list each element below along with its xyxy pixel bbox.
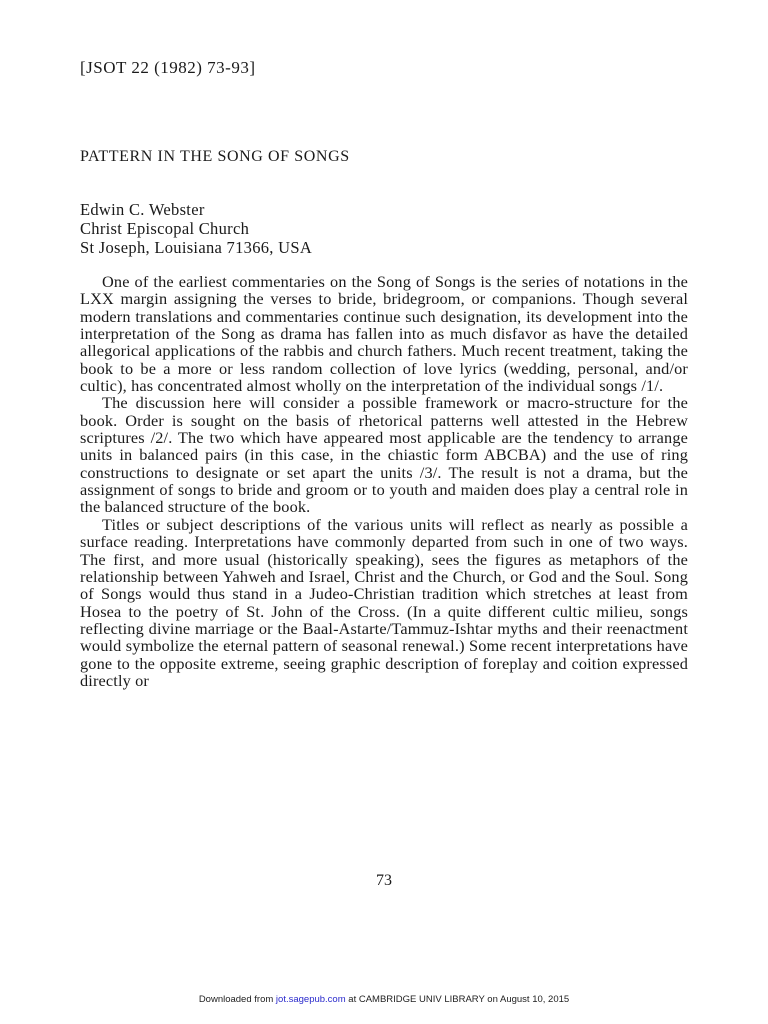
author-address: St Joseph, Louisiana 71366, USA [80, 238, 313, 257]
author-affiliation: Christ Episcopal Church [80, 219, 250, 238]
paragraph-2: The discussion here will consider a possible framework or macro-structure for the book. Order is sought on the basis of rhetorical patterns well attested in the Hebrew scriptures /2/. The two which have appeared most applicable are the tendency to arrange units in balanced pairs (in this case, in the chiastic form ABCBA) and the use of ring constructions to designate or set apart the units /3/. The result is not a drama, but the assignment of songs to bride and groom or to youth and maiden does play a central role in the balanced structure of the book. [80, 393, 688, 517]
download-footer [0, 994, 768, 1005]
author-name: Edwin C. Webster [80, 200, 205, 219]
paragraph-1: One of the earliest commentaries on the Song of Songs is the series of notations in the LXX margin assigning the verses to bride, bridegroom, or companions. Though several modern translations and commentaries continue such designation, its development into the interpretation of the Song as drama has fallen into as much disfavor as have the detailed allegorical applications of the rabbis and church fathers. Much recent treatment, taking the book to be a more or less random collection of love lyrics (wedding, personal, and/or cultic), has concentrated almost wholly on the interpretation of the individual songs /1/. [80, 272, 688, 396]
journal-reference: [JSOT 22 (1982) 73-93] [80, 58, 256, 77]
page-number: 73 [376, 872, 392, 889]
paragraph-3: Titles or subject descriptions of the various units will reflect as nearly as possible a surface reading. Interpretations have commonly departed from such in one of two ways. The first, and more usual (historically speaking), sees the figures as metaphors of the relationship between Yahweh and Israel, Christ and the Church, or God and the Soul. Song of Songs would thus stand in a Judeo-Christian tradition which stretches at least from Hosea to the poetry of St. John of the Cross. (In a quite different cultic milieu, songs reflecting divine marriage or the Baal-Astarte/Tammuz-Ishtar myths and their reenactment would symbolize the eternal pattern of seasonal renewal.) Some recent interpretations have gone to the opposite extreme, seeing graphic description of foreplay and coition expressed directly or [80, 514, 688, 690]
author-block [80, 200, 312, 257]
body-text [80, 273, 688, 689]
footer-link[interactable]: jot.sagepub.com [275, 994, 346, 1005]
article-title: PATTERN IN THE SONG OF SONGS [80, 148, 350, 165]
footer-suffix: at CAMBRIDGE UNIV LIBRARY on August 10, 2015 [345, 994, 570, 1005]
footer-prefix: Downloaded from [198, 994, 276, 1005]
